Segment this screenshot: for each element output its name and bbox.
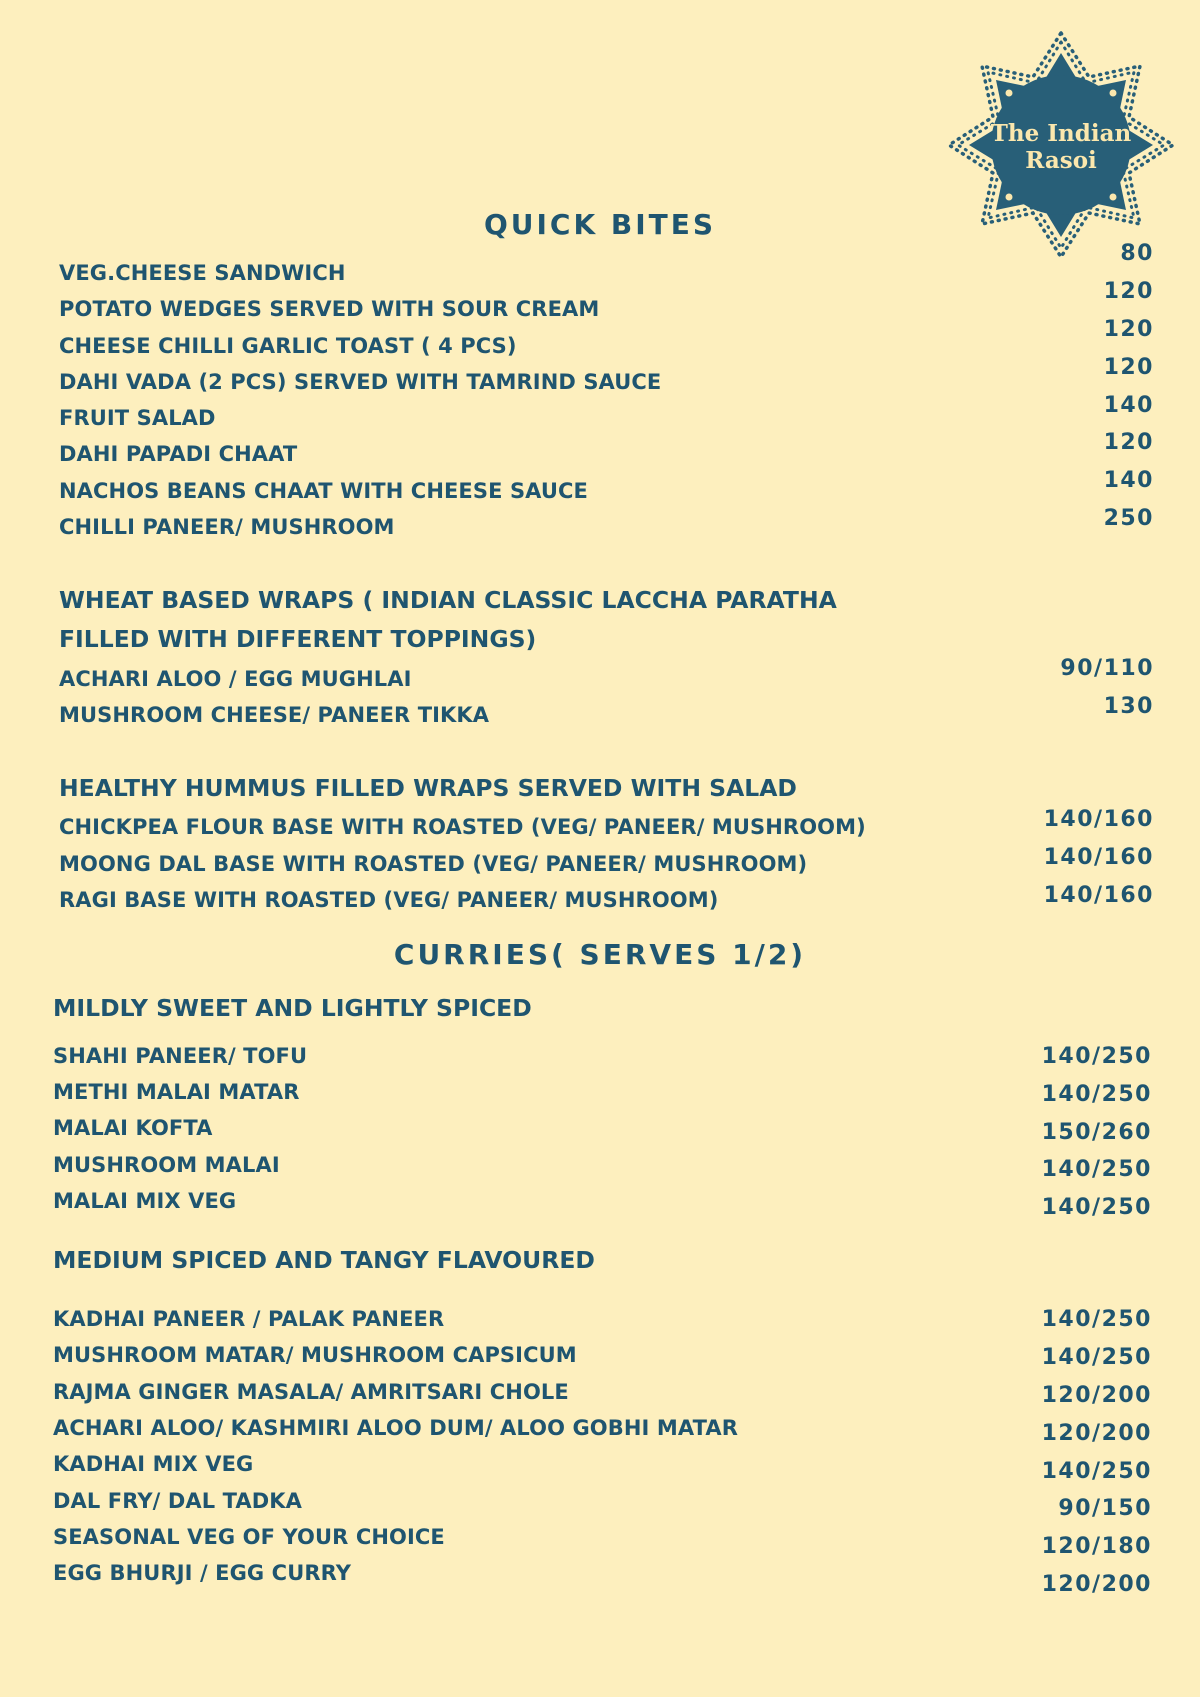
- section-title-quick-bites: QUICK BITES: [483, 208, 717, 241]
- menu-item: SHAHI PANEER/ TOFU: [53, 1044, 308, 1068]
- menu-item-price: 140/160: [1043, 845, 1154, 870]
- menu-item-price: 120: [1103, 317, 1154, 342]
- menu-item-price: 130: [1103, 694, 1154, 719]
- menu-item: MOONG DAL BASE WITH ROASTED (VEG/ PANEER/ MUSHROOM): [59, 852, 808, 876]
- section-title-curries: CURRIES( SERVES 1/2): [393, 938, 807, 971]
- menu-item: RAGI BASE WITH ROASTED (VEG/ PANEER/ MUSHROOM): [59, 888, 719, 912]
- menu-item: MALAI KOFTA: [53, 1116, 213, 1140]
- menu-item-price: 120/200: [1041, 1383, 1152, 1408]
- menu-item-price: 120/200: [1041, 1421, 1152, 1446]
- logo-text-line1: The Indian: [990, 120, 1132, 147]
- menu-item-price: 120/200: [1041, 1572, 1152, 1597]
- menu-item: KADHAI PANEER / PALAK PANEER: [53, 1307, 445, 1331]
- menu-item: METHI MALAI MATAR: [53, 1080, 300, 1104]
- menu-item-price: 80: [1120, 241, 1154, 266]
- menu-item: KADHAI MIX VEG: [53, 1452, 254, 1476]
- menu-item-price: 90/150: [1058, 1496, 1152, 1521]
- menu-item: MUSHROOM MALAI: [53, 1153, 280, 1177]
- menu-item: VEG.CHEESE SANDWICH: [59, 261, 346, 285]
- menu-item-price: 140/160: [1043, 883, 1154, 908]
- menu-item-price: 140/160: [1043, 807, 1154, 832]
- menu-item-price: 90/110: [1060, 656, 1154, 681]
- logo-text-line2: Rasoi: [1025, 147, 1097, 174]
- menu-item: RAJMA GINGER MASALA/ AMRITSARI CHOLE: [53, 1380, 569, 1404]
- menu-item: ACHARI ALOO / EGG MUGHLAI: [59, 667, 412, 691]
- section-title-wraps: WHEAT BASED WRAPS ( INDIAN CLASSIC LACCHA PARATHA: [59, 586, 837, 614]
- menu-item-price: 120: [1103, 279, 1154, 304]
- menu-item-price: 140: [1103, 468, 1154, 493]
- menu-item-price: 250: [1103, 506, 1154, 531]
- subsection-title-medium: MEDIUM SPICED AND TANGY FLAVOURED: [53, 1246, 595, 1274]
- menu-item: FRUIT SALAD: [59, 406, 216, 430]
- menu-item-price: 140/250: [1041, 1082, 1152, 1107]
- menu-item-price: 140/250: [1041, 1195, 1152, 1220]
- menu-item-price: 140/250: [1041, 1345, 1152, 1370]
- menu-item: CHEESE CHILLI GARLIC TOAST ( 4 PCS): [59, 334, 517, 358]
- menu-item: NACHOS BEANS CHAAT WITH CHEESE SAUCE: [59, 479, 588, 503]
- menu-item: CHILLI PANEER/ MUSHROOM: [59, 515, 395, 539]
- menu-item: POTATO WEDGES SERVED WITH SOUR CREAM: [59, 297, 600, 321]
- menu-item: DAHI VADA (2 PCS) SERVED WITH TAMRIND SAUCE: [59, 370, 662, 394]
- menu-item-price: 150/260: [1041, 1120, 1152, 1145]
- menu-item-price: 140/250: [1041, 1307, 1152, 1332]
- menu-item-price: 140/250: [1041, 1157, 1152, 1182]
- menu-item-price: 120/180: [1041, 1534, 1152, 1559]
- menu-item: MALAI MIX VEG: [53, 1189, 237, 1213]
- menu-item: EGG BHURJI / EGG CURRY: [53, 1561, 352, 1585]
- menu-item-price: 140/250: [1041, 1459, 1152, 1484]
- menu-item: MUSHROOM MATAR/ MUSHROOM CAPSICUM: [53, 1343, 577, 1367]
- menu-item: DAHI PAPADI CHAAT: [59, 442, 298, 466]
- menu-item-price: 140: [1103, 393, 1154, 418]
- subsection-title-mild: MILDLY SWEET AND LIGHTLY SPICED: [53, 994, 532, 1022]
- menu-item: DAL FRY/ DAL TADKA: [53, 1489, 303, 1513]
- menu-item-price: 140/250: [1041, 1044, 1152, 1069]
- menu-item-price: 120: [1103, 430, 1154, 455]
- menu-item: SEASONAL VEG OF YOUR CHOICE: [53, 1525, 445, 1549]
- menu-item: MUSHROOM CHEESE/ PANEER TIKKA: [59, 703, 490, 727]
- menu-item-price: 120: [1103, 355, 1154, 380]
- section-title-wraps-line2: FILLED WITH DIFFERENT TOPPINGS): [59, 625, 537, 653]
- menu-item: CHICKPEA FLOUR BASE WITH ROASTED (VEG/ PANEER/ MUSHROOM): [59, 815, 866, 839]
- menu-item: ACHARI ALOO/ KASHMIRI ALOO DUM/ ALOO GOBHI MATAR: [53, 1416, 738, 1440]
- section-title-hummus: HEALTHY HUMMUS FILLED WRAPS SERVED WITH SALAD: [59, 774, 797, 802]
